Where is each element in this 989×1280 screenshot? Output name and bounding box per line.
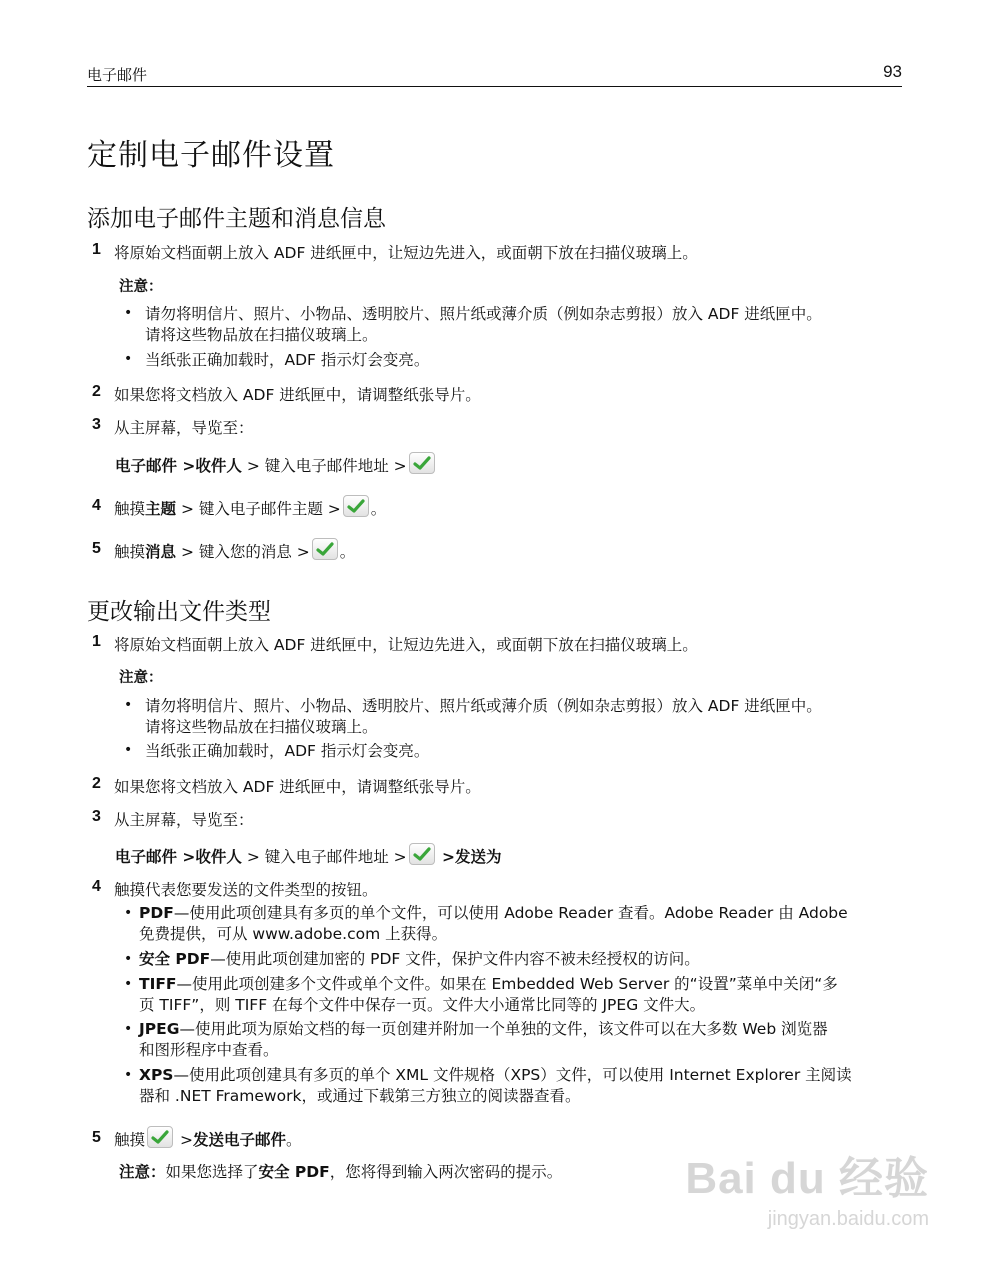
file-type-name: XPS [139, 1066, 174, 1084]
text: ，您将得到输入两次密码的提示。 [329, 1163, 563, 1181]
file-type-name: JPEG [139, 1020, 180, 1038]
watermark-logo [685, 1142, 929, 1206]
text: 。 [285, 1131, 302, 1149]
checkmark-icon [343, 495, 369, 517]
step-number: 5 [92, 1129, 101, 1146]
nav-path-bold: 电子邮件 >收件人 [115, 457, 242, 475]
step-text [114, 538, 355, 562]
checkmark-icon [409, 452, 435, 474]
page-header [87, 60, 902, 87]
watermark-url: jingyan.baidu.com [767, 1208, 929, 1230]
file-type-item [139, 1065, 852, 1107]
text: 触摸 [114, 543, 146, 561]
nav-path-bold: >发送为 [436, 848, 502, 866]
file-type-desc: —使用此项创建多个文件或单个文件。如果在 Embedded Web Server 的“设置”菜单中关闭“多 [176, 975, 838, 993]
section-name: 电子邮件 [87, 66, 148, 84]
bullet: • [124, 305, 133, 321]
step-number: 1 [92, 633, 101, 650]
bullet: • [124, 351, 133, 367]
bullet-line: 请将这些物品放在扫描仪玻璃上。 [145, 326, 378, 344]
note-label: 注意： [119, 279, 163, 295]
file-type-item [139, 949, 700, 970]
bold-text: 安全 PDF [258, 1163, 330, 1181]
watermark-logo-text: Bai du 经验 [685, 1154, 929, 1203]
step-number: 1 [92, 241, 101, 258]
bullet: • [124, 905, 133, 921]
step-number: 3 [92, 416, 101, 433]
file-type-desc: 免费提供，可从 www.adobe.com 上获得。 [139, 925, 448, 943]
step-text: 从主屏幕，导览至： [114, 419, 254, 437]
bullet-line: 请勿将明信片、照片、小物品、透明胶片、照片纸或薄介质（例如杂志剪报）放入 ADF 进纸匣中。 [145, 697, 822, 715]
step-number: 4 [92, 878, 101, 895]
nav-path-text: > 键入电子邮件地址 > [241, 457, 407, 475]
text: > 键入您的消息 > [176, 543, 310, 561]
bullet-text [145, 696, 822, 738]
section1-heading: 添加电子邮件主题和消息信息 [87, 206, 386, 232]
text: 如果您选择了 [165, 1163, 259, 1181]
file-type-name: 安全 PDF [139, 950, 211, 968]
file-type-desc: —使用此项创建加密的 PDF 文件，保护文件内容不被未经授权的访问。 [210, 950, 700, 968]
bullet: • [124, 742, 133, 758]
step-text [114, 1126, 301, 1150]
step-text: 将原始文档面朝上放入 ADF 进纸匣中，让短边先进入，或面朝下放在扫描仪玻璃上。 [114, 636, 698, 654]
bullet-line: 请将这些物品放在扫描仪玻璃上。 [145, 718, 378, 736]
bold-text: 消息 [145, 543, 177, 561]
section2-heading: 更改输出文件类型 [87, 599, 271, 625]
step-text: 从主屏幕，导览至： [114, 811, 254, 829]
text: 。 [339, 543, 356, 561]
bullet: • [124, 951, 133, 967]
nav-path-bold: 电子邮件 >收件人 [115, 848, 242, 866]
file-type-name: PDF [139, 904, 174, 922]
bold-text: 主题 [145, 500, 177, 518]
page-title: 定制电子邮件设置 [87, 138, 335, 173]
bullet-text: 当纸张正确加载时，ADF 指示灯会变亮。 [145, 351, 430, 369]
step-text: 如果您将文档放入 ADF 进纸匣中，请调整纸张导片。 [114, 778, 481, 796]
watermark [685, 1142, 929, 1231]
note-label: 注意： [119, 1163, 166, 1181]
bullet: • [124, 1067, 133, 1083]
step-number: 4 [92, 497, 101, 514]
bullet-text [145, 304, 822, 346]
step-number: 2 [92, 383, 101, 400]
page-number: 93 [883, 62, 902, 81]
file-type-item [139, 1019, 828, 1061]
file-type-desc: —使用此项创建具有多页的单个文件，可以使用 Adobe Reader 查看。Adobe Reader 由 Adobe [173, 904, 848, 922]
checkmark-icon [409, 843, 435, 865]
footnote [119, 1160, 562, 1182]
bullet-line: 请勿将明信片、照片、小物品、透明胶片、照片纸或薄介质（例如杂志剪报）放入 ADF 进纸匣中。 [145, 305, 822, 323]
step-text [114, 495, 386, 519]
checkmark-icon [312, 538, 338, 560]
file-type-desc: —使用此项创建具有多页的单个 XML 文件规格（XPS）文件，可以使用 Internet Explorer 主阅读 [173, 1066, 852, 1084]
bullet: • [124, 976, 133, 992]
file-type-desc: —使用此项为原始文档的每一页创建并附加一个单独的文件，该文件可以在大多数 Web 浏览器 [179, 1020, 828, 1038]
checkmark-icon [147, 1126, 173, 1148]
bullet-text: 当纸张正确加载时，ADF 指示灯会变亮。 [145, 742, 430, 760]
nav-path-text: > 键入电子邮件地址 > [241, 848, 407, 866]
step-number: 5 [92, 540, 101, 557]
file-type-name: TIFF [139, 975, 177, 993]
note-label: 注意： [119, 670, 163, 686]
nav-path [115, 843, 502, 867]
step-text: 将原始文档面朝上放入 ADF 进纸匣中，让短边先进入，或面朝下放在扫描仪玻璃上。 [114, 244, 698, 262]
file-type-item [139, 974, 838, 1016]
text: 触摸 [114, 1131, 146, 1149]
text: > [175, 1131, 193, 1149]
text: 触摸 [114, 500, 146, 518]
file-type-desc: 和图形程序中查看。 [139, 1041, 279, 1059]
text: 。 [370, 500, 387, 518]
text: > 键入电子邮件主题 > [176, 500, 341, 518]
bold-text: 发送电子邮件 [192, 1131, 286, 1149]
file-type-desc: 页 TIFF”，则 TIFF 在每个文件中保存一页。文件大小通常比同等的 JPEG 文件大。 [139, 996, 706, 1014]
step-number: 3 [92, 808, 101, 825]
step-number: 2 [92, 775, 101, 792]
step-text: 触摸代表您要发送的文件类型的按钮。 [114, 881, 378, 899]
step-text: 如果您将文档放入 ADF 进纸匣中，请调整纸张导片。 [114, 386, 481, 404]
nav-path [115, 452, 437, 476]
bullet: • [124, 697, 133, 713]
file-type-desc: 器和 .NET Framework，或通过下载第三方独立的阅读器查看。 [139, 1087, 581, 1105]
bullet: • [124, 1021, 133, 1037]
file-type-item [139, 903, 848, 945]
